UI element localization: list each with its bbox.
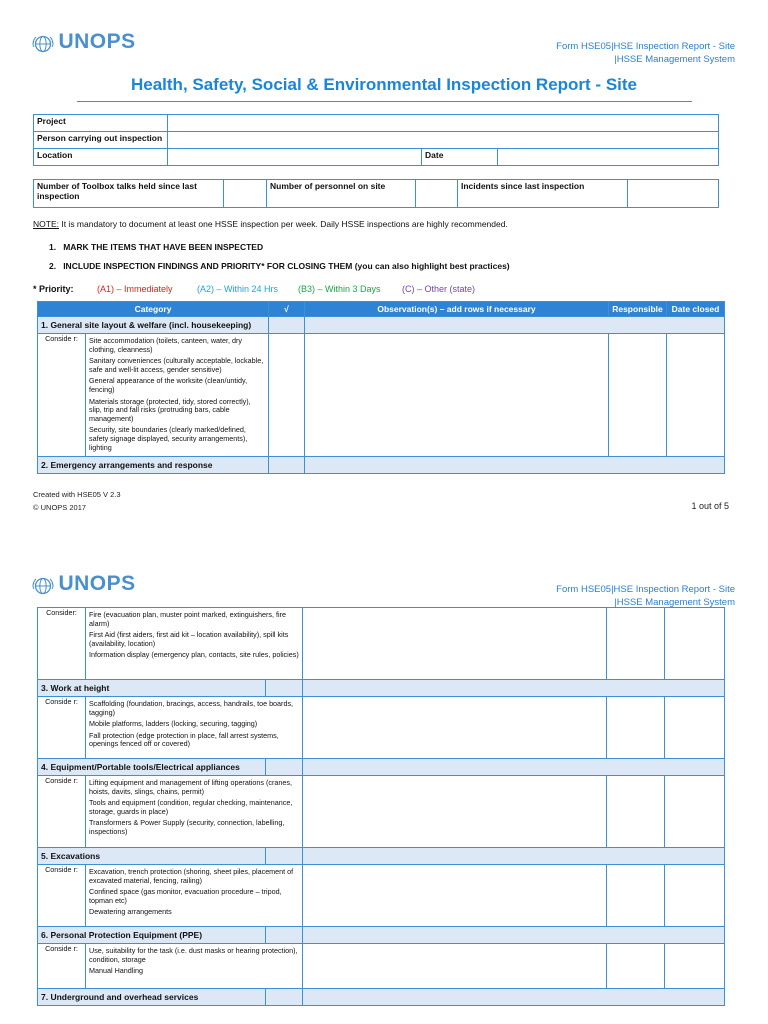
footer-created: Created with HSE05 V 2.3 — [33, 490, 121, 499]
header-date-closed: Date closed — [667, 302, 725, 317]
item-list — [86, 334, 269, 457]
title-divider — [77, 101, 692, 102]
responsible-cell[interactable] — [607, 776, 665, 848]
section-notes[interactable] — [303, 848, 725, 865]
responsible-cell[interactable] — [607, 608, 665, 680]
list-item: Dewatering arrangements — [89, 907, 172, 917]
section-notes[interactable] — [305, 317, 725, 334]
instruction-2 — [49, 261, 510, 271]
section-title-cell — [38, 927, 303, 944]
instruction-text: MARK THE ITEMS THAT HAVE BEEN INSPECTED — [63, 242, 264, 252]
project-field[interactable] — [168, 115, 719, 132]
section-title: 3. Work at height — [41, 683, 110, 693]
incidents-label: Incidents since last inspection — [458, 180, 628, 208]
section-check[interactable] — [265, 759, 302, 775]
section-items-row — [38, 776, 725, 848]
list-item: Scaffolding (foundation, bracings, access, handrails, toe boards, tagging) — [89, 699, 294, 717]
toolbox-label: Number of Toolbox talks held since last inspection — [34, 180, 224, 208]
section-notes[interactable] — [305, 457, 725, 474]
date-closed-cell[interactable] — [665, 865, 725, 927]
section-title: 4. Equipment/Portable tools/Electrical appliances — [41, 762, 240, 772]
info-table — [33, 114, 719, 166]
form-id-line1: Form HSE05|HSE Inspection Report - Site — [556, 41, 735, 52]
toolbox-field[interactable] — [224, 180, 267, 208]
logo-text: UNOPS — [58, 572, 136, 595]
section-row — [38, 927, 725, 944]
date-closed-cell[interactable] — [665, 944, 725, 989]
consider-label: Conside r: — [38, 334, 86, 457]
list-item: General appearance of the worksite (clean/untidy, fencing) — [89, 376, 248, 394]
list-item: Fall protection (edge protection in place, fall arrest systems, openings fenced off or covered) — [89, 730, 279, 749]
page-title: Health, Safety, Social & Environmental Inspection Report - Site — [130, 75, 637, 94]
responsible-cell[interactable] — [607, 944, 665, 989]
checklist-table-page1 — [37, 301, 725, 474]
project-label: Project — [34, 115, 168, 132]
unops-logo — [32, 30, 136, 55]
un-emblem-icon — [32, 575, 54, 597]
form-identifier-page2 — [435, 583, 735, 609]
date-closed-cell[interactable] — [665, 608, 725, 680]
list-item: Security, site boundaries (clearly marked/defined, safety signage displayed, security arrangements), lighting — [89, 425, 248, 452]
section-notes[interactable] — [303, 927, 725, 944]
list-item: First Aid (first aiders, first aid kit – location availability), spill kits (availability, location) — [89, 630, 289, 648]
header-observations: Observation(s) – add rows if necessary — [305, 302, 609, 317]
date-closed-cell[interactable] — [665, 697, 725, 759]
section-check[interactable] — [269, 317, 305, 334]
list-item: Excavation, trench protection (shoring, sheet piles, placement of excavated material, fencing, railing) — [89, 867, 294, 885]
note — [33, 219, 508, 229]
logo-text: UNOPS — [58, 30, 136, 53]
priority-label: * Priority: — [33, 284, 74, 294]
form-id-line2: |HSSE Management System — [614, 54, 735, 65]
consider-label: Consider: — [38, 608, 86, 680]
date-label: Date — [422, 149, 498, 166]
priority-c: (C) – Other (state) — [402, 284, 476, 294]
page-number: 1 out of 5 — [691, 501, 729, 511]
location-field[interactable] — [168, 149, 422, 166]
item-list — [86, 608, 303, 680]
consider-label: Conside r: — [38, 776, 86, 848]
priority-a2: (A2) – Within 24 Hrs — [197, 284, 279, 294]
observation-cell[interactable] — [303, 944, 607, 989]
section-items-row — [38, 608, 725, 680]
section-title-cell — [38, 680, 303, 697]
person-label: Person carrying out inspection — [34, 132, 168, 149]
responsible-cell[interactable] — [607, 865, 665, 927]
date-field[interactable] — [498, 149, 719, 166]
priority-b3: (B3) – Within 3 Days — [298, 284, 381, 294]
list-item: Use, suitability for the task (i.e. dust masks or hearing protection), condition, storage — [89, 946, 298, 964]
section-items-row — [38, 944, 725, 989]
observation-cell[interactable] — [305, 334, 609, 457]
location-label: Location — [34, 149, 168, 166]
list-item: Sanitary conveniences (culturally acceptable, lockable, safe and well-lit access, gender sensitive) — [89, 356, 264, 374]
check-cell[interactable] — [269, 334, 305, 457]
checklist-table-page2 — [37, 607, 725, 1006]
observation-cell[interactable] — [303, 697, 607, 759]
section-check[interactable] — [269, 457, 305, 474]
note-text: It is mandatory to document at least one HSSE inspection per week. Daily HSSE inspections are highly recommended. — [58, 219, 508, 229]
section-check[interactable] — [265, 927, 302, 943]
form-identifier — [435, 40, 735, 66]
section-notes[interactable] — [303, 680, 725, 697]
instruction-num: 1. — [49, 242, 57, 252]
section-title-cell — [38, 989, 303, 1006]
footer — [33, 488, 121, 514]
instruction-1 — [49, 242, 263, 252]
list-item: Lifting equipment and management of lifting operations (cranes, hoists, davits, slings, chains, permit) — [89, 778, 292, 796]
item-list — [86, 865, 303, 927]
person-field[interactable] — [168, 132, 719, 149]
section-title-cell — [38, 759, 303, 776]
note-label: NOTE: — [33, 219, 59, 229]
header-category: Category — [38, 302, 269, 317]
unops-logo-page2 — [32, 572, 136, 597]
observation-cell[interactable] — [303, 776, 607, 848]
section-check[interactable] — [265, 680, 302, 696]
section-row — [38, 848, 725, 865]
list-item: Fire (evacuation plan, muster point marked, extinguishers, fire alarm) — [89, 610, 286, 628]
consider-label: Conside r: — [38, 697, 86, 759]
section-title: 2. Emergency arrangements and response — [38, 457, 269, 474]
date-closed-cell[interactable] — [667, 334, 725, 457]
counts-table — [33, 179, 719, 208]
list-item: Mobile platforms, ladders (locking, securing, tagging) — [89, 719, 258, 729]
section-items-row — [38, 334, 725, 457]
consider-label: Conside r: — [38, 944, 86, 989]
personnel-field[interactable] — [416, 180, 458, 208]
list-item: Information display (emergency plan, contacts, site rules, policies) — [89, 650, 299, 660]
section-check[interactable] — [265, 848, 302, 864]
section-title-cell — [38, 848, 303, 865]
observation-cell[interactable] — [303, 865, 607, 927]
form-id-line2: |HSSE Management System — [614, 597, 735, 608]
un-emblem-icon — [32, 33, 54, 55]
form-id-line1: Form HSE05|HSE Inspection Report - Site — [556, 584, 735, 595]
section-row — [38, 759, 725, 776]
responsible-cell[interactable] — [607, 697, 665, 759]
observation-cell[interactable] — [303, 608, 607, 680]
item-list — [86, 944, 303, 989]
header-check: √ — [269, 302, 305, 317]
section-row — [38, 317, 725, 334]
item-list — [86, 776, 303, 848]
list-item: Site accommodation (toilets, canteen, water, dry clothing, cleanness) — [89, 336, 243, 354]
header-responsible: Responsible — [609, 302, 667, 317]
priority-legend — [33, 284, 733, 294]
footer-copyright: © UNOPS 2017 — [33, 503, 87, 512]
list-item: Confined space (gas monitor, evacuation procedure – tripod, topman etc) — [89, 887, 282, 905]
responsible-cell[interactable] — [609, 334, 667, 457]
table-header — [38, 302, 725, 317]
item-list — [86, 697, 303, 759]
section-items-row — [38, 697, 725, 759]
personnel-label: Number of personnel on site — [267, 180, 416, 208]
section-row — [38, 680, 725, 697]
incidents-field[interactable] — [628, 180, 719, 208]
section-title: 7. Underground and overhead services — [41, 992, 199, 1002]
list-item: Transformers & Power Supply (security, connection, labelling, inspections) — [89, 818, 285, 836]
list-item: Tools and equipment (condition, regular checking, maintenance, storage, guards in place) — [89, 798, 293, 816]
date-closed-cell[interactable] — [665, 776, 725, 848]
list-item: Materials storage (protected, tidy, stored correctly), slip, trip and fall risks (protruding bars, cable management) — [89, 396, 251, 423]
consider-label: Conside r: — [38, 865, 86, 927]
section-row — [38, 989, 725, 1006]
section-row — [38, 457, 725, 474]
section-items-row — [38, 865, 725, 927]
priority-a1: (A1) – Immediately — [97, 284, 173, 294]
instruction-text: INCLUDE INSPECTION FINDINGS AND PRIORITY* FOR CLOSING THEM (you can also highlight best practices) — [63, 261, 510, 271]
list-item: Manual Handling — [89, 966, 143, 976]
section-notes[interactable] — [303, 989, 725, 1006]
section-title: 1. General site layout & welfare (incl. housekeeping) — [38, 317, 269, 334]
section-title: 5. Excavations — [41, 851, 101, 861]
section-check[interactable] — [265, 989, 302, 1005]
section-title: 6. Personal Protection Equipment (PPE) — [41, 930, 203, 940]
section-notes[interactable] — [303, 759, 725, 776]
instruction-num: 2. — [49, 261, 57, 271]
